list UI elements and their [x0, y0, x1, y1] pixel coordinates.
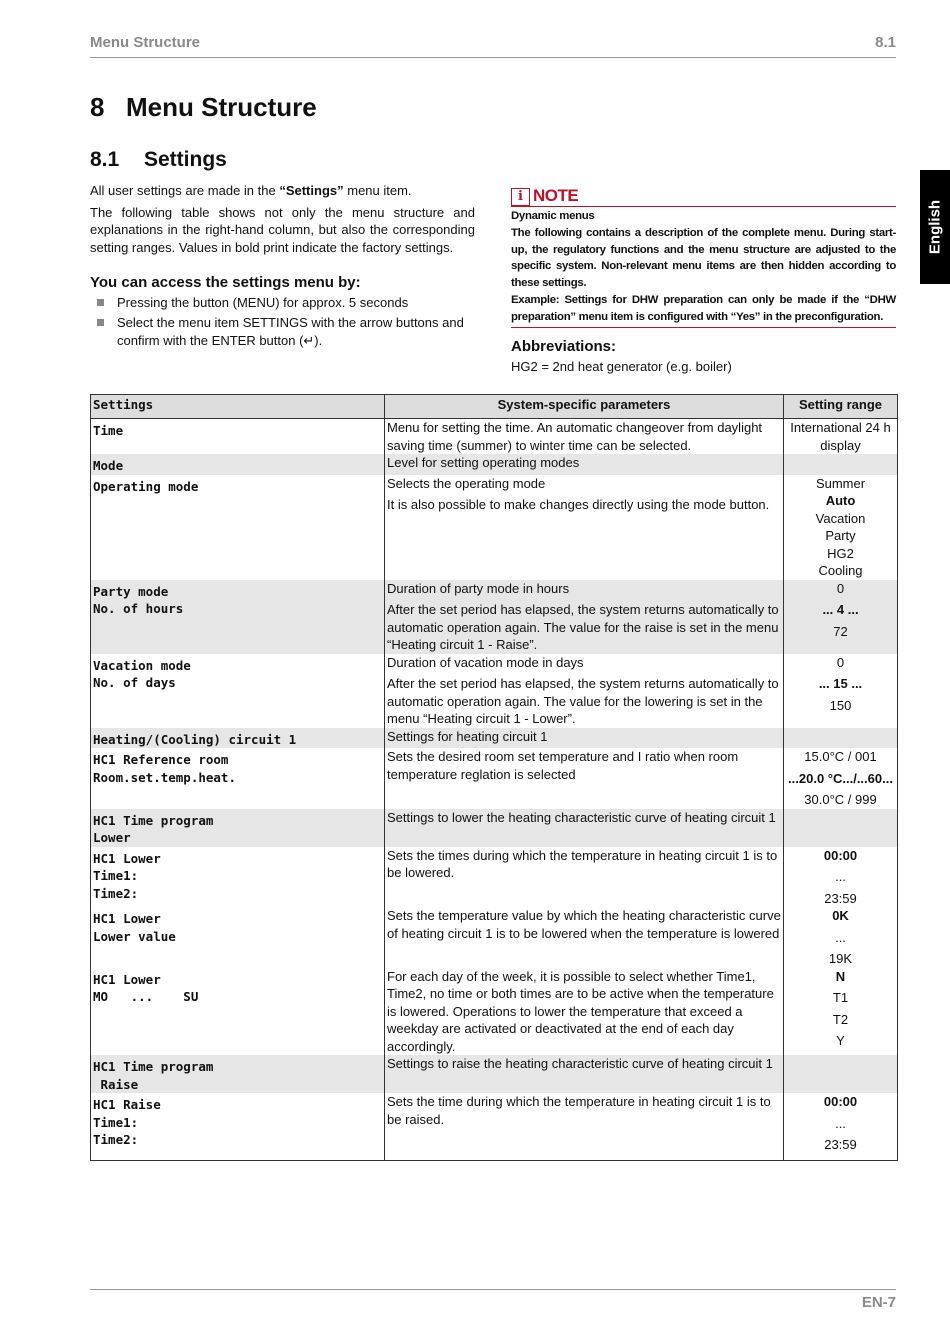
range-cell: 0K ... 19K — [784, 907, 898, 968]
desc-cell: For each day of the week, it is possible to select whether Time1, Time2, no time or both times are to be active when the temperature is lowered. Operations to lower the temperature that exceed a weekday are activated or deactivated at the end of each day accordingly. — [385, 968, 784, 1056]
menu-item-vacation-mode: Vacation mode No. of days — [91, 654, 385, 728]
intro-column — [90, 182, 475, 352]
note-label: NOTE — [533, 186, 579, 205]
range-cell: N T1 T2 Y — [784, 968, 898, 1056]
note-title: Dynamic menus — [511, 210, 595, 222]
range-cell — [784, 454, 898, 475]
range-cell: 00:00 ... 23:59 — [784, 1093, 898, 1161]
chapter-title — [90, 92, 317, 123]
note-example: Example: Settings for DHW preparation can only be made if the “DHW preparation” menu item is configured with “Yes” in the preconfiguration. — [511, 293, 896, 323]
note-header — [511, 186, 896, 207]
section-title-text: Settings — [144, 148, 227, 171]
range-cell — [784, 728, 898, 749]
abbreviations — [511, 338, 896, 374]
header-section-number: 8.1 — [875, 34, 896, 51]
note-body — [511, 207, 896, 328]
desc-cell: Sets the desired room set temperature and I ratio when room temperature reglation is selected — [385, 748, 784, 809]
table-row — [91, 847, 898, 908]
page-header — [90, 33, 896, 58]
range-cell — [784, 1055, 898, 1093]
chapter-title-text: Menu Structure — [126, 92, 317, 122]
desc-cell: Selects the operating mode It is also possible to make changes directly using the mode button. — [385, 475, 784, 580]
chapter-number: 8 — [90, 92, 105, 122]
header-setting-range: Setting range — [784, 395, 898, 419]
abbreviation-hg2: HG2 = 2nd heat generator (e.g. boiler) — [511, 359, 732, 374]
range-cell — [784, 809, 898, 847]
desc-cell: Level for setting operating modes — [385, 454, 784, 475]
menu-item-hc1-time-program-raise: HC1 Time program Raise — [91, 1055, 385, 1093]
table-row — [91, 728, 898, 749]
menu-item-time: Time — [91, 419, 385, 455]
menu-item-party-mode: Party mode No. of hours — [91, 580, 385, 654]
table-row — [91, 580, 898, 654]
desc-cell: Duration of party mode in hours After the set period has elapsed, the system returns automatically to automatic operation again. The value for the raise is set in the menu “Heating circuit 1 - Raise”. — [385, 580, 784, 654]
section-number: 8.1 — [90, 148, 120, 171]
range-cell: 0 ... 4 ... 72 — [784, 580, 898, 654]
menu-item-heating-circuit-1: Heating/(Cooling) circuit 1 — [91, 728, 385, 749]
table-header-row — [91, 395, 898, 419]
table-row — [91, 1093, 898, 1161]
section-title — [90, 148, 227, 172]
settings-menu-name: “Settings” — [279, 183, 344, 198]
menu-item-hc1-lower-days: HC1 Lower MO ... SU — [91, 968, 385, 1056]
intro-paragraph-2: The following table shows not only the menu structure and explanations in the right-hand column, but also the corresponding setting ranges. Values in bold print indicate the factory settings. — [90, 204, 475, 255]
range-cell: International 24 h display — [784, 419, 898, 455]
desc-cell: Sets the temperature value by which the heating characteristic curve of heating circuit 1 is to be lowered when the temperature is lowered — [385, 907, 784, 968]
desc-cell: Menu for setting the time. An automatic changeover from daylight saving time (summer) to winter time can be selected. — [385, 419, 784, 455]
page-number: EN-7 — [861, 1294, 896, 1311]
desc-cell: Duration of vacation mode in days After the set period has elapsed, the system returns automatically to automatic operation again. The value for the lowering is set in the menu “Heating circuit 1 - Lower”. — [385, 654, 784, 728]
intro-paragraph-1: All user settings are made in the “Settings” menu item. — [90, 183, 412, 198]
desc-cell: Settings to lower the heating characteristic curve of heating circuit 1 — [385, 809, 784, 847]
table-row — [91, 968, 898, 1056]
header-settings: Settings — [91, 395, 385, 419]
range-cell: 00:00 ... 23:59 — [784, 847, 898, 908]
access-list — [90, 294, 475, 350]
menu-item-hc1-lower-times: HC1 Lower Time1: Time2: — [91, 847, 385, 908]
table-row — [91, 1055, 898, 1093]
menu-item-operating-mode: Operating mode — [91, 475, 385, 580]
language-tab — [920, 170, 950, 284]
range-cell: 0 ... 15 ... 150 — [784, 654, 898, 728]
info-icon: i — [511, 188, 530, 206]
language-tab-label: English — [926, 199, 944, 255]
menu-item-hc1-lower-value: HC1 Lower Lower value — [91, 907, 385, 968]
table-row — [91, 907, 898, 968]
menu-table — [90, 394, 898, 1161]
range-cell: 15.0°C / 001 ...20.0 °C.../...60... 30.0°C / 999 — [784, 748, 898, 809]
header-parameters: System-specific parameters — [385, 395, 784, 419]
menu-item-hc1-raise-times: HC1 Raise Time1: Time2: — [91, 1093, 385, 1161]
list-item: Pressing the button (MENU) for approx. 5 seconds — [90, 294, 475, 312]
access-heading: You can access the settings menu by: — [90, 274, 361, 291]
header-section-title: Menu Structure — [90, 34, 201, 51]
menu-item-hc1-reference-room: HC1 Reference room Room.set.temp.heat. — [91, 748, 385, 809]
table-row — [91, 454, 898, 475]
range-cell: Summer Auto Vacation Party HG2 Cooling — [784, 475, 898, 580]
menu-item-hc1-time-program-lower: HC1 Time program Lower — [91, 809, 385, 847]
list-item: Select the menu item SETTINGS with the arrow buttons and confirm with the ENTER button (↵). — [90, 314, 475, 349]
note-box — [511, 186, 896, 328]
abbreviations-heading: Abbreviations: — [511, 338, 617, 355]
page-footer — [90, 1289, 896, 1311]
menu-item-mode: Mode — [91, 454, 385, 475]
desc-cell: Sets the times during which the temperature in heating circuit 1 is to be lowered. — [385, 847, 784, 908]
table-row — [91, 654, 898, 728]
square-bullet-icon — [97, 299, 104, 306]
note-text: The following contains a description of the complete menu. During start-up, the regulatory functions and the menu structure are adjusted to the specific system. Non-relevant menu items are then hidden according to these settings. — [511, 226, 896, 290]
desc-cell: Settings for heating circuit 1 — [385, 728, 784, 749]
desc-cell: Settings to raise the heating characteristic curve of heating circuit 1 — [385, 1055, 784, 1093]
table-row — [91, 748, 898, 809]
table-row — [91, 419, 898, 455]
desc-cell: Sets the time during which the temperature in heating circuit 1 is to be raised. — [385, 1093, 784, 1161]
square-bullet-icon — [97, 319, 104, 326]
table-row — [91, 475, 898, 580]
table-row — [91, 809, 898, 847]
